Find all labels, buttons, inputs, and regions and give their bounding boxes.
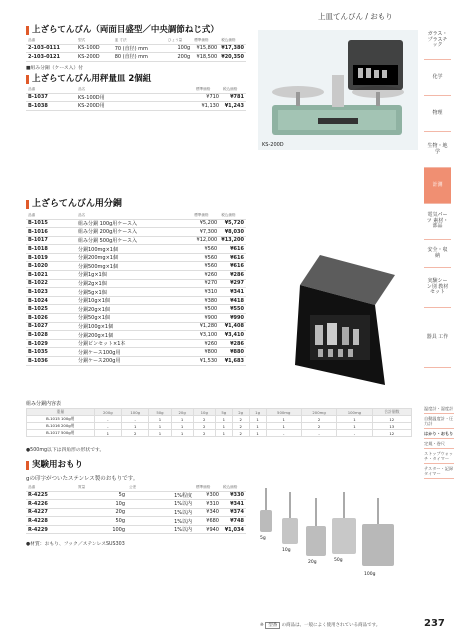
table-cell: 100g: [166, 44, 192, 53]
tax-price: ¥374: [221, 508, 246, 517]
column-header: 標準価格: [192, 213, 219, 219]
column-header: 2g: [232, 409, 249, 416]
table-cell: 1: [94, 430, 121, 437]
tax-price: ¥748: [221, 517, 246, 526]
table-row: [26, 491, 246, 500]
table-row: [26, 219, 246, 228]
table-row: [27, 423, 412, 430]
tax-price: ¥20,350: [221, 53, 244, 60]
product-code: R-4226: [26, 500, 76, 509]
product-code: B-1027: [26, 322, 76, 331]
table-cell: 1: [266, 423, 301, 430]
table-cell: 2: [193, 430, 215, 437]
table-cell: 組み分銅 500g用ケース入: [76, 236, 192, 245]
table-row: [26, 348, 246, 357]
tax-price: ¥297: [219, 279, 246, 288]
list-price: ¥560: [192, 245, 219, 254]
table-row: [26, 357, 246, 366]
column-header: 200mg: [301, 409, 336, 416]
section-title: 実験用おもり: [26, 461, 83, 470]
column-header: 10g: [193, 409, 215, 416]
table-cell: 分銅ケース100g用: [76, 348, 192, 357]
table-cell: 1: [249, 423, 266, 430]
weight-set-photo: [290, 245, 400, 395]
tax-price: ¥330: [221, 491, 246, 500]
table-cell: -: [94, 416, 121, 423]
column-header: 50g: [149, 409, 171, 416]
table-cell: 50g: [76, 517, 127, 526]
list-price: ¥500: [192, 305, 219, 314]
tax-price: ¥550: [219, 305, 246, 314]
weight-label: 50g: [334, 558, 343, 563]
weights-table: [26, 213, 246, 366]
product-code: 2-103-0111: [26, 44, 76, 53]
side-tab[interactable]: 実験シーン別 教材セット: [424, 268, 451, 308]
side-subtabs: [424, 404, 454, 479]
table-cell: 分銅2g×1個: [76, 279, 192, 288]
footer-note: ※ 型番 の商品は、一般によく使用されている商品です。: [260, 623, 381, 628]
table-cell: 1: [337, 423, 372, 430]
table-cell: KS-200D: [76, 53, 113, 62]
column-header: 品番: [26, 87, 76, 93]
weight-label: 100g: [364, 572, 376, 577]
product-code: B-1019: [26, 253, 76, 262]
table-row: [26, 253, 246, 262]
row-label: B-1017 500g用: [27, 430, 95, 437]
table-cell: 1: [149, 423, 171, 430]
row-label: B-1015 100g用: [27, 416, 95, 423]
side-tab[interactable]: 安全・収納: [424, 240, 451, 268]
column-header: 標準価格: [194, 87, 221, 93]
table-cell: 分銅50g×1個: [76, 314, 192, 323]
table-cell: 2: [232, 430, 249, 437]
product-code: B-1024: [26, 296, 76, 305]
tax-price: ¥3,410: [219, 331, 246, 340]
note: ●材質：おもり、フック／ステンレスSUS303: [26, 542, 125, 547]
table-row: [26, 296, 246, 305]
tax-price: ¥5,720: [219, 219, 246, 228]
side-subtab[interactable]: 定規・巻尺: [424, 439, 454, 449]
table-cell: 1: [249, 416, 266, 423]
product-code: R-4227: [26, 508, 76, 517]
section-subtitle: gの印字がついたステンレス製のおもりです。: [26, 476, 139, 482]
weight-label: 5g: [260, 536, 266, 541]
product-code: B-1026: [26, 314, 76, 323]
table-cell: 分銅500mg×1個: [76, 262, 192, 271]
table-cell: 分銅10g×1個: [76, 296, 192, 305]
table-row: [26, 525, 246, 534]
table-cell: KS-100D: [76, 44, 113, 53]
tax-price: ¥1,683: [219, 357, 246, 366]
list-price: ¥18,500: [192, 53, 219, 62]
list-price: ¥380: [192, 296, 219, 305]
list-price: ¥260: [192, 271, 219, 280]
list-price: ¥15,800: [192, 44, 219, 53]
table-cell: 1: [149, 416, 171, 423]
tax-price: ¥990: [219, 314, 246, 323]
note: ■組み分銅（ケース入）付: [26, 66, 84, 71]
table-cell: 80 (直径) mm: [113, 53, 166, 62]
tax-price: ¥616: [219, 262, 246, 271]
product-code: B-1022: [26, 279, 76, 288]
tax-price: ¥418: [219, 296, 246, 305]
product-code: B-1023: [26, 288, 76, 297]
pan-table: [26, 87, 246, 111]
side-tab[interactable]: 計測: [424, 168, 451, 204]
side-tabs: [424, 22, 451, 368]
table-cell: -: [122, 416, 149, 423]
table-cell: 12: [372, 430, 411, 437]
table-cell: 分銅ピンセット×1本: [76, 339, 192, 348]
table-row: [26, 517, 246, 526]
table-row: [26, 245, 246, 254]
section-title: 上ざらてんびん用秤量皿 2個組: [26, 75, 151, 84]
list-price: ¥7,300: [192, 228, 219, 237]
list-price: ¥940: [194, 525, 221, 534]
list-price: ¥560: [192, 262, 219, 271]
table-cell: 分銅100mg×1個: [76, 245, 192, 254]
table-row: [26, 322, 246, 331]
table-cell: 2: [122, 430, 149, 437]
column-header: 100mg: [337, 409, 372, 416]
list-price: ¥12,000: [192, 236, 219, 245]
column-header: 質量: [76, 485, 127, 491]
column-header: 100g: [122, 409, 149, 416]
mass-table: [26, 485, 246, 534]
tax-price: ¥880: [219, 348, 246, 357]
table-cell: 1%以内: [127, 525, 194, 534]
column-header: ひょう量: [166, 38, 192, 44]
side-subtab[interactable]: テスター・記録タイマー: [424, 464, 454, 479]
table-cell: 1: [337, 416, 372, 423]
column-header: 1g: [249, 409, 266, 416]
table-cell: 1: [122, 423, 149, 430]
column-header: 品名: [76, 213, 192, 219]
list-price: ¥3,100: [192, 331, 219, 340]
table-cell: 2: [193, 423, 215, 430]
section-title: 上ざらてんびん（両面目盛型／中央調節ねじ式）: [26, 26, 219, 35]
table-cell: 70 (直径) mm: [113, 44, 166, 53]
section-title: 上ざらてんびん用分銅: [26, 200, 122, 209]
table-cell: 10g: [76, 500, 127, 509]
table-cell: 1%以内: [127, 517, 194, 526]
column-header: 200g: [94, 409, 121, 416]
table-cell: 1: [171, 423, 193, 430]
tax-price: ¥616: [219, 245, 246, 254]
product-code: R-4228: [26, 517, 76, 526]
table-cell: KS-200D用: [76, 102, 194, 111]
table-row: [26, 262, 246, 271]
row-label: B-1016 200g用: [27, 423, 95, 430]
column-header: 重量: [27, 409, 95, 416]
table-cell: 1%程度: [127, 491, 194, 500]
table-row: [27, 416, 412, 423]
table-row: [26, 314, 246, 323]
weight-label: 10g: [282, 548, 291, 553]
tax-price: ¥781: [221, 93, 246, 102]
list-price: ¥260: [192, 339, 219, 348]
product-code: B-1035: [26, 348, 76, 357]
list-price: ¥900: [192, 314, 219, 323]
table-cell: 13: [372, 423, 411, 430]
product-code: B-1016: [26, 228, 76, 237]
product-code: B-1028: [26, 331, 76, 340]
table-row: [27, 430, 412, 437]
table-cell: 分銅100g×1個: [76, 322, 192, 331]
column-header: 500mg: [266, 409, 301, 416]
side-tab[interactable]: 器具 工作: [424, 308, 451, 368]
table-cell: 分銅200g×1個: [76, 331, 192, 340]
list-price: ¥1,530: [192, 357, 219, 366]
product-code: B-1017: [26, 236, 76, 245]
list-price: ¥680: [194, 517, 221, 526]
column-header: 5g: [215, 409, 232, 416]
table-cell: 1: [215, 430, 232, 437]
table-row: [26, 102, 246, 111]
table-row: [26, 236, 246, 245]
column-header: 税込価格: [221, 87, 246, 93]
table-cell: 100g: [76, 525, 127, 534]
table-cell: 1: [149, 430, 171, 437]
table-cell: 1: [249, 430, 266, 437]
tax-price: ¥341: [219, 288, 246, 297]
tax-price: ¥17,380: [221, 45, 244, 52]
table-cell: 20g: [76, 508, 127, 517]
table-cell: 1%以内: [127, 508, 194, 517]
column-header: 公差: [127, 485, 194, 491]
contents-matrix: [26, 408, 412, 437]
column-header: 皿 寸法: [113, 38, 166, 44]
column-header: 品番: [26, 485, 76, 491]
side-tab[interactable]: 生物・地学: [424, 132, 451, 168]
table-cell: 12: [372, 416, 411, 423]
side-subtab[interactable]: はかり・おもり: [424, 429, 454, 439]
table-cell: 200g: [166, 53, 192, 62]
table-row: [26, 228, 246, 237]
side-tab[interactable]: ガラス・プラスチック: [424, 22, 451, 60]
table-cell: 組み分銅 100g用ケース入: [76, 219, 192, 228]
tax-price: ¥1,034: [221, 525, 246, 534]
product-code: B-1015: [26, 219, 76, 228]
column-header: 税込価格: [219, 38, 246, 44]
weight-label: 20g: [308, 560, 317, 565]
product-code: B-1025: [26, 305, 76, 314]
product-code: B-1029: [26, 339, 76, 348]
hanging-weights-photo: [252, 480, 402, 610]
table-cell: 1: [266, 416, 301, 423]
table-row: [26, 53, 246, 62]
list-price: ¥710: [194, 93, 221, 102]
product-code: B-1018: [26, 245, 76, 254]
table-row: [26, 508, 246, 517]
product-code: 2-103-0121: [26, 53, 76, 62]
table-row: [26, 288, 246, 297]
product-code: B-1036: [26, 357, 76, 366]
page-number: 237: [424, 618, 445, 629]
tax-price: ¥1,243: [221, 102, 246, 111]
table-cell: 分銅ケース200g用: [76, 357, 192, 366]
table-row: [26, 93, 246, 102]
side-tab[interactable]: 電気パーツ 素材・部品: [424, 204, 451, 240]
table-cell: -: [266, 430, 301, 437]
column-header: 標準価格: [192, 38, 219, 44]
table-cell: 2: [232, 423, 249, 430]
tax-price: ¥616: [219, 253, 246, 262]
table-cell: 分銅20g×1個: [76, 305, 192, 314]
table-cell: 2: [232, 416, 249, 423]
table-cell: -: [301, 430, 336, 437]
column-header: 品名: [76, 87, 194, 93]
side-subtab[interactable]: ストップウォッチ・タイマー: [424, 449, 454, 464]
column-header: 標準価格: [194, 485, 221, 491]
product-code: B-1021: [26, 271, 76, 280]
column-header: 品番: [26, 38, 76, 44]
list-price: ¥310: [194, 500, 221, 509]
photo-label: KS-200D: [262, 142, 284, 148]
tax-price: ¥8,030: [219, 228, 246, 237]
tax-price: ¥286: [219, 271, 246, 280]
product-code: R-4229: [26, 525, 76, 534]
table-row: [26, 500, 246, 509]
product-code: B-1020: [26, 262, 76, 271]
side-tab[interactable]: 化学: [424, 60, 451, 96]
table-cell: 1%以内: [127, 500, 194, 509]
list-price: ¥310: [192, 288, 219, 297]
product-code: R-4225: [26, 491, 76, 500]
list-price: ¥5,200: [192, 219, 219, 228]
page-category: 上皿てんびん / おもり: [318, 12, 393, 21]
side-subtab[interactable]: 温度計・湿度計: [424, 404, 454, 414]
standard-mark: 型番: [265, 622, 280, 629]
matrix-title: 組み分銅内容表: [26, 401, 62, 407]
table-row: [26, 339, 246, 348]
column-header: 型式: [76, 38, 113, 44]
table-cell: 1: [215, 423, 232, 430]
column-header: 品番: [26, 213, 76, 219]
tax-price: ¥286: [219, 339, 246, 348]
table-row: [26, 331, 246, 340]
note: ●500mg以下は四角形の形状です。: [26, 448, 105, 453]
table-cell: 2: [193, 416, 215, 423]
column-header: 税込価格: [221, 485, 246, 491]
list-price: ¥340: [194, 508, 221, 517]
column-header: 合計個数: [372, 409, 411, 416]
list-price: ¥800: [192, 348, 219, 357]
table-row: [26, 271, 246, 280]
side-tab[interactable]: 物理: [424, 96, 451, 132]
table-cell: 5g: [76, 491, 127, 500]
table-row: [26, 44, 246, 53]
table-cell: 2: [301, 423, 336, 430]
table-cell: KS-100D用: [76, 93, 194, 102]
table-cell: 1: [215, 416, 232, 423]
balance-photo: [258, 30, 418, 150]
table-cell: -: [94, 423, 121, 430]
tax-price: ¥341: [221, 500, 246, 509]
table-cell: -: [337, 430, 372, 437]
table-cell: 組み分銅 200g用ケース入: [76, 228, 192, 237]
tax-price: ¥1,408: [219, 322, 246, 331]
table-cell: 分銅5g×1個: [76, 288, 192, 297]
table-cell: 分銅200mg×1個: [76, 253, 192, 262]
list-price: ¥560: [192, 253, 219, 262]
list-price: ¥1,130: [194, 102, 221, 111]
table-cell: 1: [171, 416, 193, 423]
column-header: 20g: [171, 409, 193, 416]
list-price: ¥1,280: [192, 322, 219, 331]
table-row: [26, 279, 246, 288]
product-code: B-1038: [26, 102, 76, 111]
table-cell: 2: [301, 416, 336, 423]
table-cell: 分銅1g×1個: [76, 271, 192, 280]
balance-table: [26, 38, 246, 62]
column-header: 税込価格: [219, 213, 246, 219]
side-subtab[interactable]: 自動温度計・圧力計: [424, 414, 454, 429]
tax-price: ¥13,200: [221, 237, 244, 244]
product-code: B-1037: [26, 93, 76, 102]
table-header: [27, 409, 412, 416]
list-price: ¥300: [194, 491, 221, 500]
table-cell: 1: [171, 430, 193, 437]
table-row: [26, 305, 246, 314]
list-price: ¥270: [192, 279, 219, 288]
